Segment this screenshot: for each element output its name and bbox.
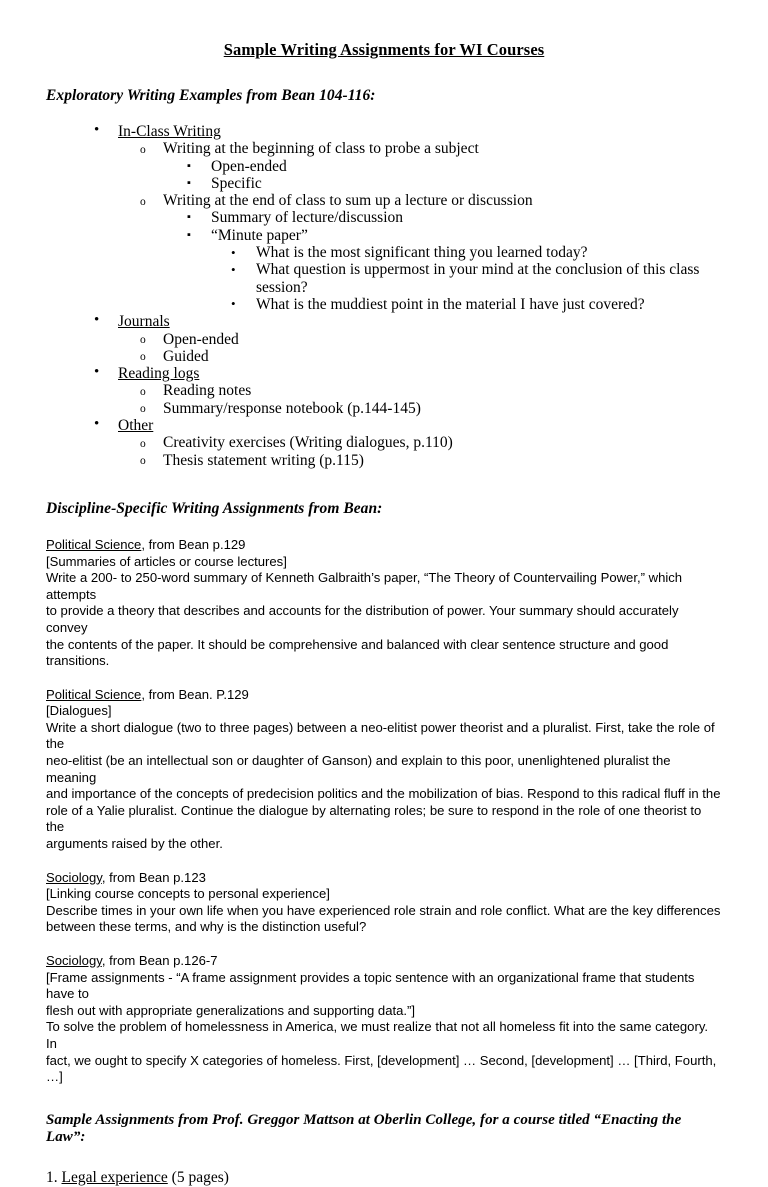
list-item bbox=[211, 261, 722, 296]
assignment-source: , from Bean p.129 bbox=[141, 536, 246, 552]
list-item bbox=[118, 348, 722, 365]
assignment-block-sociology-frame bbox=[46, 936, 722, 1086]
assignment-source-line bbox=[46, 537, 722, 554]
section-heading-discipline: Discipline-Specific Writing Assignments from Bean: bbox=[46, 499, 383, 517]
list-item bbox=[118, 382, 722, 399]
assignment-source-line bbox=[46, 870, 722, 887]
assignment-source-line bbox=[46, 687, 722, 704]
minute-paper-questions-list bbox=[211, 244, 722, 313]
list-item-label: What is the muddiest point in the material I have just covered? bbox=[256, 295, 645, 313]
assignment-body-line: fact, we ought to specify X categories of homeless. First, [development] … Second, [development] … [Third, Fourth, …] bbox=[46, 1052, 717, 1085]
numbered-item-legal-experience bbox=[46, 1146, 722, 1187]
list-item-label: What is the most significant thing you learned today? bbox=[256, 244, 588, 262]
assignment-source: , from Bean p.123 bbox=[101, 869, 206, 885]
assignment-bracket: [Summaries of articles or course lectures] bbox=[46, 553, 287, 569]
assignment-body-line: neo-elitist (be an intellectual son or daughter of Ganson) and explain to this poor, unenlightened pluralist the meaning bbox=[46, 753, 671, 785]
assignment-body-line: between these terms, and why is the distinction useful? bbox=[46, 919, 367, 935]
minute-paper-label: “Minute paper” bbox=[211, 226, 308, 244]
list-item-label: Reading notes bbox=[163, 382, 252, 400]
assignment-discipline: Political Science bbox=[46, 536, 142, 552]
assignment-block-political-science-dialogues bbox=[46, 670, 722, 853]
list-item-reading-logs bbox=[46, 365, 722, 417]
exploratory-outline-list bbox=[46, 105, 722, 469]
assignment-source: , from Bean p.126-7 bbox=[101, 953, 218, 968]
list-item-label: Creativity exercises (Writing dialogues, p.110) bbox=[163, 434, 453, 452]
assignment-body-line: To solve the problem of homelessness in America, we must realize that not all homeless fit into the same category. In bbox=[46, 1019, 709, 1051]
list-item-label: What question is uppermost in your mind at the conclusion of this class session? bbox=[256, 261, 700, 296]
numbered-item-underlined-label: Legal experience bbox=[61, 1168, 168, 1186]
assignment-body-line: Write a short dialogue (two to three pages) between a neo-elitist power theorist and a pluralist. First, take the role of the bbox=[46, 719, 715, 752]
list-item-in-class-writing bbox=[46, 123, 722, 313]
section-heading-exploratory: Exploratory Writing Examples from Bean 104-116: bbox=[46, 87, 376, 104]
in-class-writing-label: In-Class Writing bbox=[118, 123, 221, 140]
in-class-writing-sublist bbox=[118, 140, 722, 313]
other-label: Other bbox=[118, 417, 154, 435]
section-heading-sample-assignments: Sample Assignments from Prof. Greggor Mattson at Oberlin College, for a course titled “Enacting the Law”: bbox=[46, 1111, 682, 1145]
assignment-block-sociology-linking bbox=[46, 853, 722, 936]
assignment-body-line: role of a Yalie pluralist. Continue the dialogue by alternating roles; be sure to respond in the role of one theorist to the bbox=[46, 802, 702, 835]
reading-logs-sublist bbox=[118, 382, 722, 417]
assignment-body-line: and importance of the concepts of predecision politics and the mobilization of bias. Respond to this radical fluff in the bbox=[46, 786, 721, 802]
assignment-body-line: Write a 200- to 250-word summary of Kenneth Galbraith’s paper, “The Theory of Countervailing Power,” which attempts bbox=[46, 570, 683, 602]
end-of-class-sublist bbox=[163, 209, 722, 313]
numbered-item-number: 1. bbox=[46, 1168, 58, 1186]
end-of-class-label: Writing at the end of class to sum up a lecture or discussion bbox=[163, 192, 533, 210]
assignment-body-line: Describe times in your own life when you have experienced role strain and role conflict. What are the key differences bbox=[46, 902, 721, 918]
assignment-bracket: [Linking course concepts to personal experience] bbox=[46, 886, 330, 902]
journals-sublist bbox=[118, 331, 722, 366]
page-title: Sample Writing Assignments for WI Courses bbox=[223, 40, 545, 59]
list-item-label: Thesis statement writing (p.115) bbox=[163, 451, 364, 469]
list-item bbox=[118, 331, 722, 348]
list-item-end-of-class bbox=[118, 192, 722, 313]
assignment-bracket: [Dialogues] bbox=[46, 703, 112, 719]
assignment-body-line: arguments raised by the other. bbox=[46, 836, 223, 852]
numbered-item-rest: (5 pages) bbox=[167, 1168, 229, 1186]
assignment-bracket: [Frame assignments - “A frame assignment provides a topic sentence with an organizational frame that students have to bbox=[46, 969, 695, 1002]
list-item bbox=[163, 175, 722, 192]
list-item-label: Guided bbox=[163, 347, 209, 365]
beginning-of-class-label: Writing at the beginning of class to probe a subject bbox=[163, 140, 479, 158]
list-item bbox=[118, 452, 722, 469]
list-item bbox=[118, 434, 722, 451]
journals-label: Journals bbox=[118, 313, 170, 331]
reading-logs-label: Reading logs bbox=[118, 365, 200, 383]
list-item-journals bbox=[46, 313, 722, 365]
assignment-block-political-science-summaries bbox=[46, 518, 722, 670]
assignment-source: , from Bean. P.129 bbox=[141, 686, 249, 702]
list-item-label: Specific bbox=[211, 174, 262, 192]
assignment-source-line bbox=[46, 953, 722, 970]
list-item-other bbox=[46, 417, 722, 469]
assignment-discipline: Sociology bbox=[46, 953, 102, 968]
list-item bbox=[211, 296, 722, 313]
other-sublist bbox=[118, 434, 722, 469]
assignment-bracket: flesh out with appropriate generalizations and supporting data.”] bbox=[46, 1002, 416, 1018]
list-item-label: Summary/response notebook (p.144-145) bbox=[163, 399, 421, 417]
beginning-of-class-sublist bbox=[163, 158, 722, 193]
list-item-beginning-of-class bbox=[118, 140, 722, 192]
list-item bbox=[163, 158, 722, 175]
list-item-minute-paper bbox=[163, 227, 722, 313]
assignment-body-line: the contents of the paper. It should be comprehensive and balanced with clear sentence structure and good transitions. bbox=[46, 636, 669, 669]
list-item-label: Open-ended bbox=[211, 157, 287, 175]
list-item bbox=[118, 400, 722, 417]
assignment-discipline: Sociology bbox=[46, 869, 102, 885]
list-item bbox=[211, 244, 722, 261]
list-item bbox=[163, 209, 722, 226]
assignment-discipline: Political Science bbox=[46, 686, 142, 702]
list-item-label: Summary of lecture/discussion bbox=[211, 209, 403, 227]
list-item-label: Open-ended bbox=[163, 330, 239, 348]
assignment-body-line: to provide a theory that describes and accounts for the distribution of power. Your summary should accurately convey bbox=[46, 603, 679, 635]
